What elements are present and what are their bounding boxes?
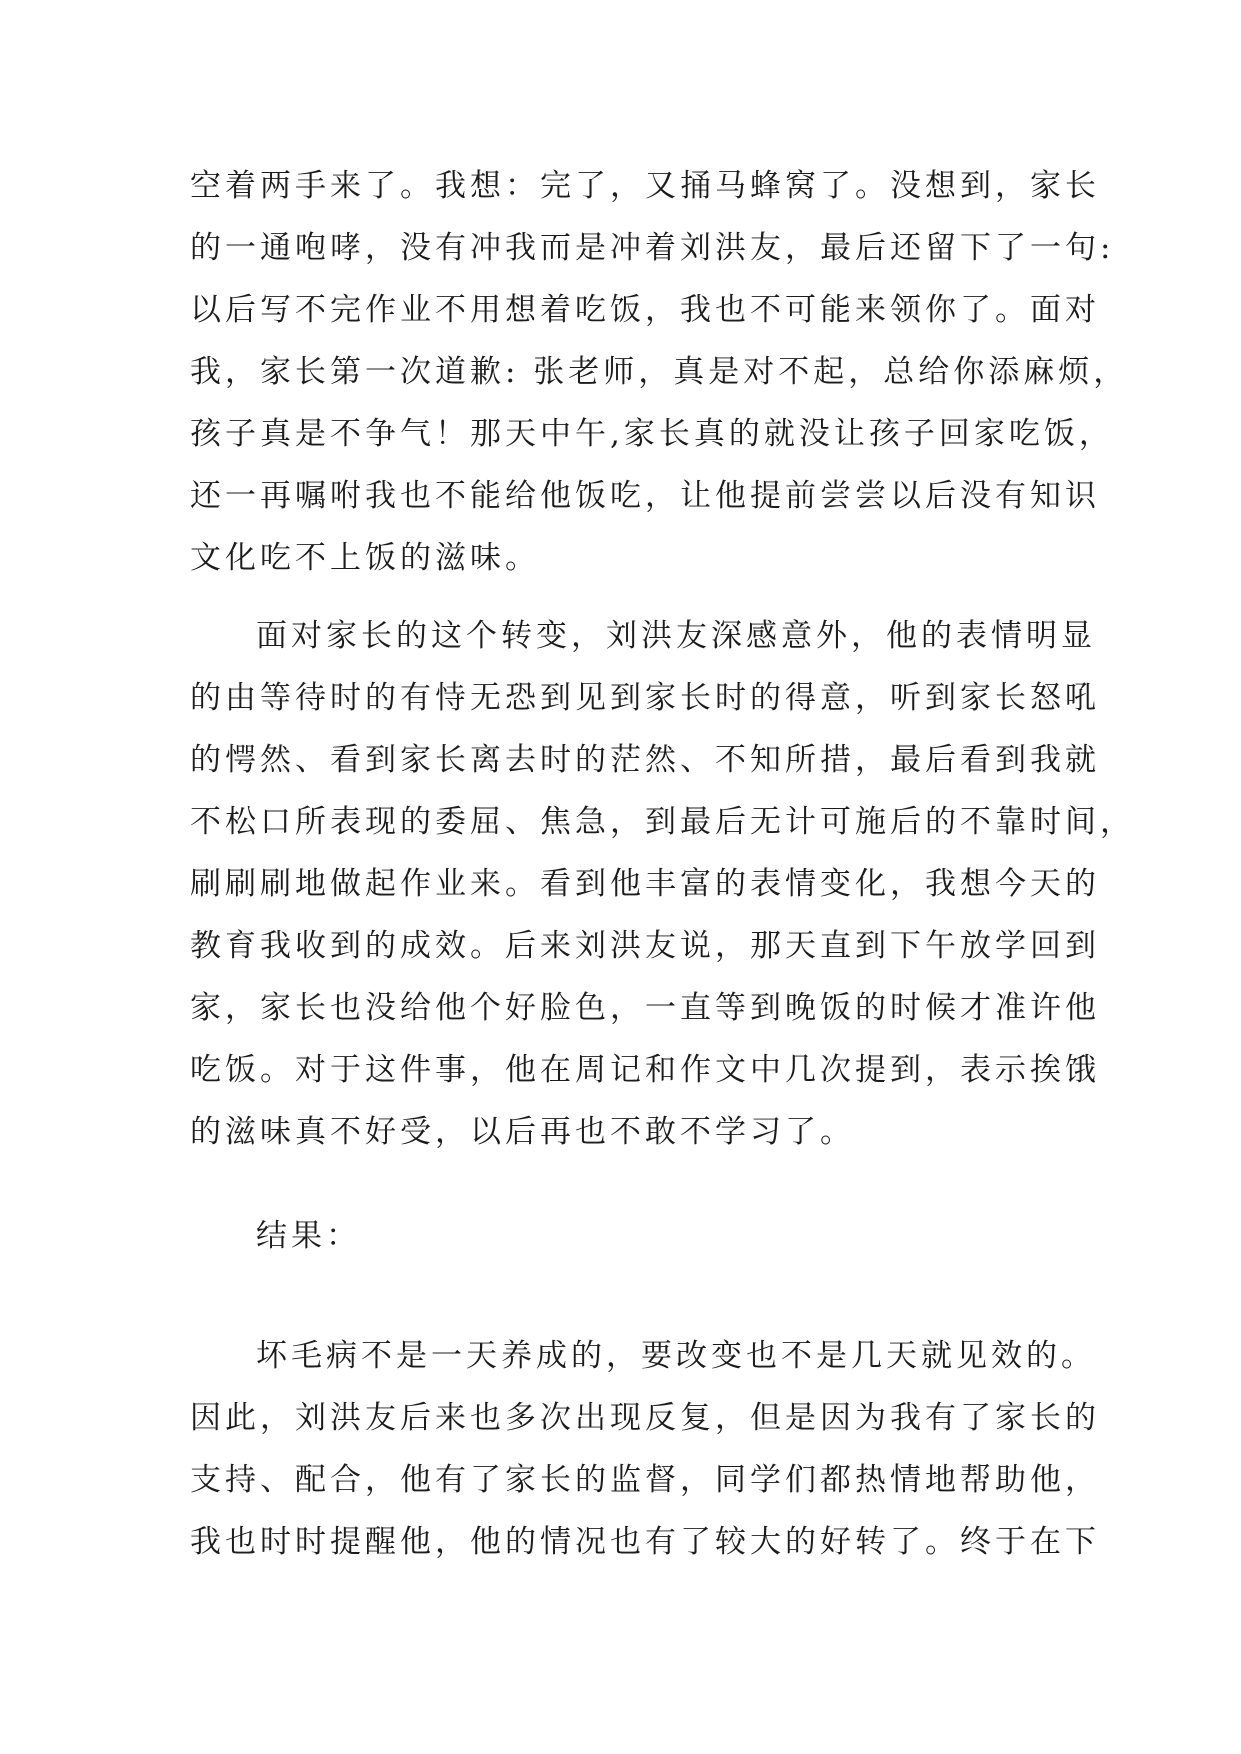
text-line: 文化吃不上饭的滋味。 xyxy=(190,540,540,576)
text-line: 孩子真是不争气！那天中午,家长真的就没让孩子回家吃饭， xyxy=(190,416,1114,452)
paragraph-parent-change xyxy=(190,605,1135,1225)
text-line: 的由等待时的有恃无恐到见到家长时的得意，听到家长怒吼 xyxy=(190,680,1100,716)
paragraph-continuation xyxy=(190,155,1129,589)
paragraph-result xyxy=(190,1325,1100,1573)
text-line: 结果： xyxy=(256,1218,361,1254)
text-line: 空着两手来了。我想：完了，又捅马蜂窝了。没想到，家长 xyxy=(190,168,1100,204)
section-heading-result xyxy=(190,1205,1070,1267)
text-line: 面对家长的这个转变，刘洪友深感意外，他的表情明显 xyxy=(256,618,1096,654)
text-line: 教育我收到的成效。后来刘洪友说，那天直到下午放学回到 xyxy=(190,928,1100,964)
text-line: 支持、配合，他有了家长的监督，同学们都热情地帮助他， xyxy=(190,1462,1100,1498)
text-line: 不松口所表现的委屈、焦急，到最后无计可施后的不靠时间， xyxy=(190,804,1135,840)
text-line: 家，家长也没给他个好脸色，一直等到晚饭的时候才准许他 xyxy=(190,990,1100,1026)
text-line: 坏毛病不是一天养成的，要改变也不是几天就见效的。 xyxy=(256,1338,1096,1374)
text-line: 以后写不完作业不用想着吃饭，我也不可能来领你了。面对 xyxy=(190,292,1100,328)
text-line: 我也时时提醒他，他的情况也有了较大的好转了。终于在下 xyxy=(190,1524,1100,1560)
text-line: 的滋味真不好受，以后再也不敢不学习了。 xyxy=(190,1114,855,1150)
text-line: 因此，刘洪友后来也多次出现反复，但是因为我有了家长的 xyxy=(190,1400,1100,1436)
text-line: 吃饭。对于这件事，他在周记和作文中几次提到，表示挨饿 xyxy=(190,1052,1100,1088)
text-line: 我，家长第一次道歉: 张老师，真是对不起，总给你添麻烦， xyxy=(190,354,1129,390)
text-line: 的一通咆哮，没有冲我而是冲着刘洪友，最后还留下了一句: xyxy=(190,230,1115,266)
text-line: 还一再嘱咐我也不能给他饭吃，让他提前尝尝以后没有知识 xyxy=(190,478,1100,514)
text-line: 的愕然、看到家长离去时的茫然、不知所措，最后看到我就 xyxy=(190,742,1100,778)
text-line: 刷刷刷地做起作业来。看到他丰富的表情变化，我想今天的 xyxy=(190,866,1100,902)
